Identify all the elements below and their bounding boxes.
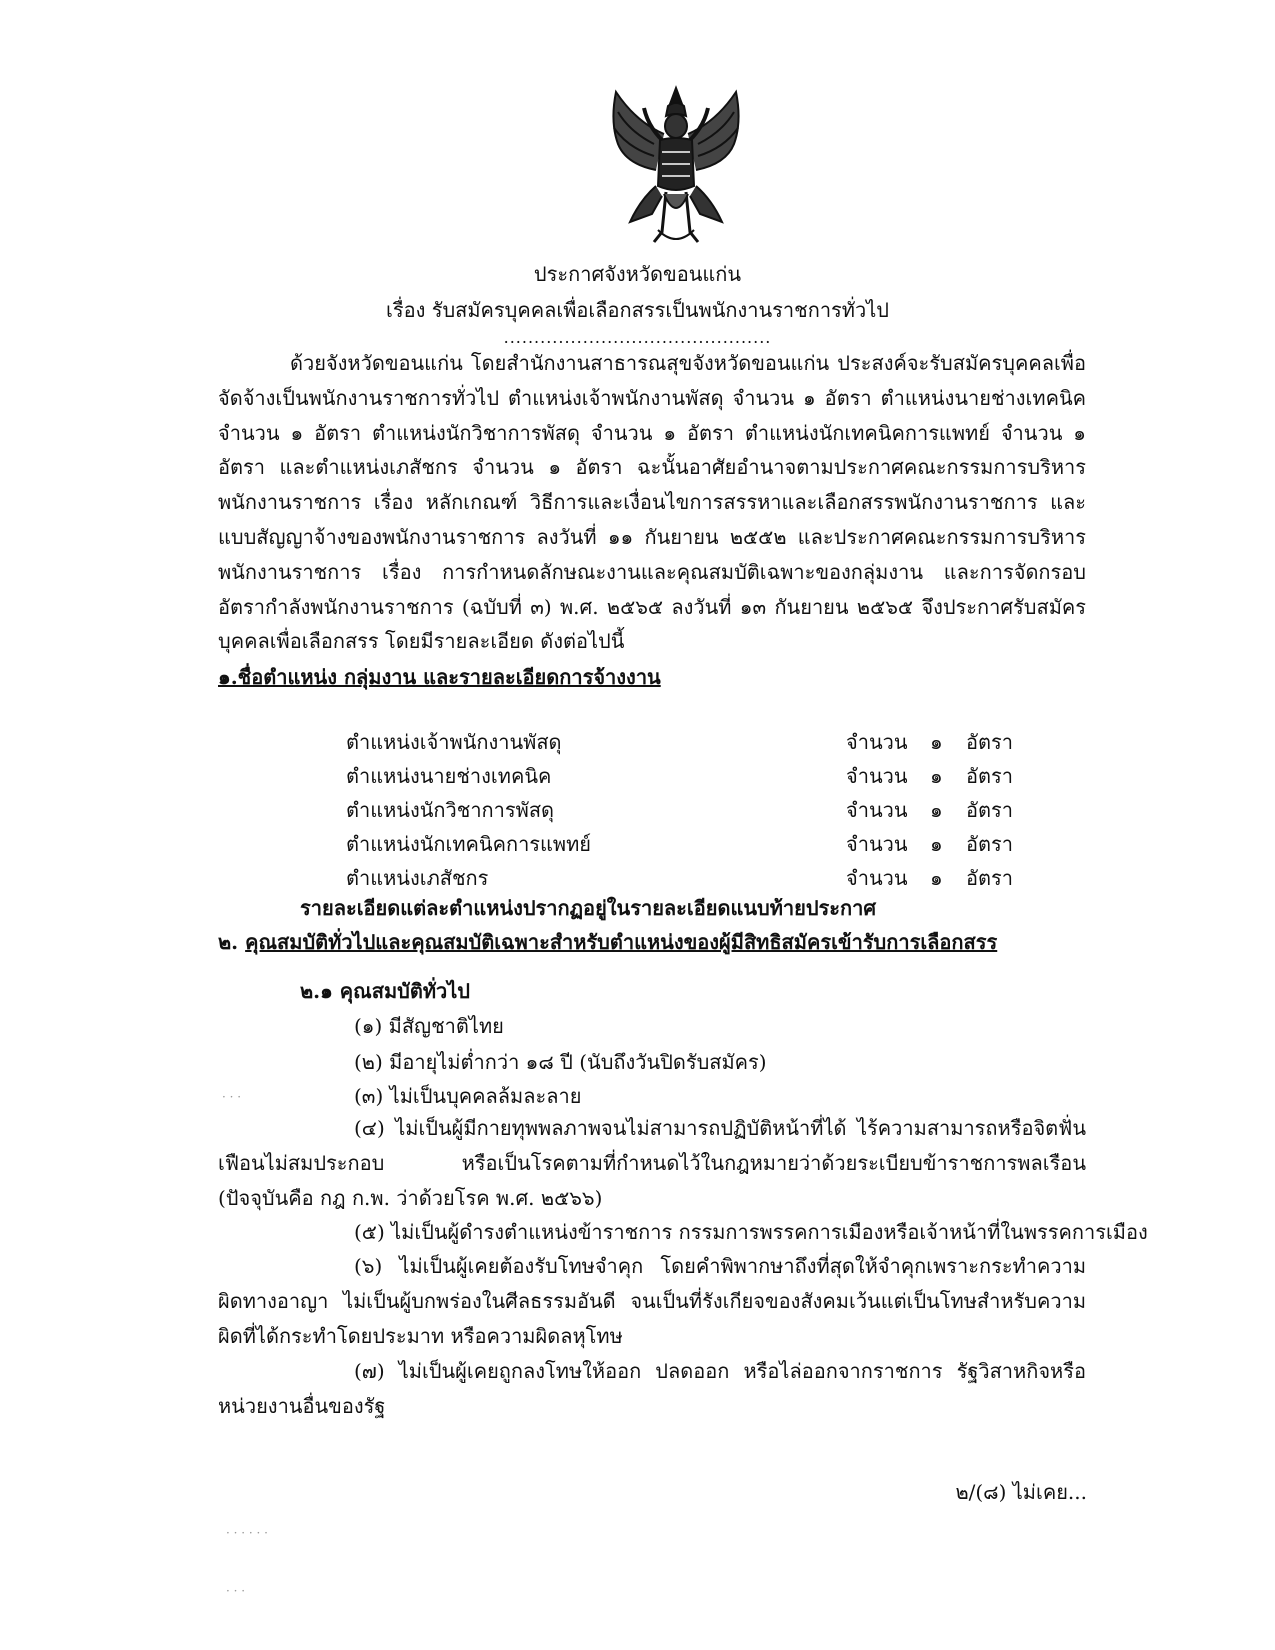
qualification-item: (๖) ไม่เป็นผู้เคยต้องรับโทษจำคุก โดยคำพิพากษาถึงที่สุดให้จำคุกเพราะกระทำความผิดทางอาญา ไม่เป็นผู้บกพร่องในศีลธรรมอันดี จนเป็นที่รังเกียจของสังคมเว้นแต่เป็นโทษสำหรับความผิดที่ได้กระทำโดยประมาท หรือความผิดลหุโทษ	[218, 1254, 1086, 1348]
separator-dots: ............................................	[503, 328, 772, 347]
subsection-heading: ๒.๑ คุณสมบัติทั่วไป	[300, 979, 470, 1003]
count-value: ๑	[930, 798, 943, 822]
count-unit: อัตรา	[966, 832, 1013, 856]
section2-heading: คุณสมบัติทั่วไปและคุณสมบัติเฉพาะสำหรับตำแหน่งของผู้มีสิทธิสมัครเข้ารับการเลือกสรร	[245, 930, 998, 954]
qualification-item: (๗) ไม่เป็นผู้เคยถูกลงโทษให้ออก ปลดออก หรือไล่ออกจากราชการ รัฐวิสาหกิจหรือหน่วยงานอื่นของรัฐ	[218, 1359, 1086, 1418]
qualification-item: (๕) ไม่เป็นผู้ดำรงตำแหน่งข้าราชการ กรรมการพรรคการเมืองหรือเจ้าหน้าที่ในพรรคการเมือง	[354, 1220, 1148, 1244]
count-value: ๑	[930, 730, 943, 754]
section2-number: ๒.	[218, 930, 239, 954]
section2-heading-row	[218, 926, 997, 958]
position-name: ตำแหน่งเจ้าพนักงานพัสดุ	[346, 730, 562, 754]
scan-speck: · · · · · ·	[226, 1526, 268, 1540]
list-item	[346, 794, 1013, 828]
list-item	[346, 760, 1013, 794]
scan-speck: · · ·	[226, 1584, 246, 1598]
qualification-item: (๔) ไม่เป็นผู้มีกายทุพพลภาพจนไม่สามารถปฏิบัติหน้าที่ได้ ไร้ความสามารถหรือจิตฟั่นเฟือนไม่สมประกอบ หรือเป็นโรคตามที่กำหนดไว้ในกฎหมายว่าด้วยระเบียบข้าราชการพลเรือน (ปัจจุบันคือ กฎ ก.พ. ว่าด้วยโรค พ.ศ. ๒๕๖๖)	[218, 1116, 1086, 1210]
position-name: ตำแหน่งนักวิชาการพัสดุ	[346, 798, 555, 822]
intro-paragraph: ด้วยจังหวัดขอนแก่น โดยสำนักงานสาธารณสุขจังหวัดขอนแก่น ประสงค์จะรับสมัครบุคคลเพื่อจัดจ้างเป็นพนักงานราชการทั่วไป ตำแหน่งเจ้าพนักงานพัสดุ จำนวน ๑ อัตรา ตำแหน่งนายช่างเทคนิค จำนวน ๑ อัตรา ตำแหน่งนักวิชาการพัสดุ จำนวน ๑ อัตรา ตำแหน่งนักเทคนิคการแพทย์ จำนวน ๑ อัตรา และตำแหน่งเภสัชกร จำนวน ๑ อัตรา ฉะนั้นอาศัยอำนาจตามประกาศคณะกรรมการบริหารพนักงานราชการ เรื่อง หลักเกณฑ์ วิธีการและเงื่อนไขการสรรหาและเลือกสรรพนักงานราชการ และแบบสัญญาจ้างของพนักงานราชการ ลงวันที่ ๑๑ กันยายน ๒๕๕๒ และประกาศคณะกรรมการบริหารพนักงานราชการ เรื่อง การกำหนดลักษณะงานและคุณสมบัติเฉพาะของกลุ่มงาน และการจัดกรอบอัตรากำลังพนักงานราชการ (ฉบับที่ ๓) พ.ศ. ๒๕๖๕ ลงวันที่ ๑๓ กันยายน ๒๕๖๕ จึงประกาศรับสมัครบุคคลเพื่อเลือกสรร โดยมีรายละเอียด ดังต่อไปนี้	[218, 351, 1086, 654]
count-unit: อัตรา	[966, 764, 1013, 788]
position-name: ตำแหน่งเภสัชกร	[346, 866, 489, 890]
announcement-subject: เรื่อง รับสมัครบุคคลเพื่อเลือกสรรเป็นพนักงานราชการทั่วไป	[386, 298, 889, 322]
count-value: ๑	[930, 866, 943, 890]
continuation-note: ๒/(๘) ไม่เคย...	[955, 1480, 1087, 1504]
announcement-title: ประกาศจังหวัดขอนแก่น	[533, 262, 742, 286]
qualification-item: (๓) ไม่เป็นบุคคลล้มละลาย	[354, 1084, 582, 1108]
garuda-emblem-icon	[596, 82, 756, 250]
scan-speck: · · ·	[222, 1090, 242, 1104]
qualification-item: (๑) มีสัญชาติไทย	[354, 1014, 504, 1038]
position-list	[346, 726, 1013, 896]
count-label: จำนวน	[846, 798, 908, 822]
count-unit: อัตรา	[966, 798, 1013, 822]
count-label: จำนวน	[846, 832, 908, 856]
list-item	[346, 828, 1013, 862]
count-unit: อัตรา	[966, 730, 1013, 754]
position-name: ตำแหน่งนักเทคนิคการแพทย์	[346, 832, 592, 856]
position-detail-note: รายละเอียดแต่ละตำแหน่งปรากฏอยู่ในรายละเอียดแนบท้ายประกาศ	[300, 896, 877, 920]
count-label: จำนวน	[846, 730, 908, 754]
position-name: ตำแหน่งนายช่างเทคนิค	[346, 764, 552, 788]
count-value: ๑	[930, 764, 943, 788]
list-item	[346, 726, 1013, 760]
section1-heading: ๑.ชื่อตำแหน่ง กลุ่มงาน และรายละเอียดการจ้างงาน	[218, 665, 661, 689]
count-label: จำนวน	[846, 866, 908, 890]
list-item	[346, 862, 1013, 896]
count-value: ๑	[930, 832, 943, 856]
count-unit: อัตรา	[966, 866, 1013, 890]
count-label: จำนวน	[846, 764, 908, 788]
qualification-item: (๒) มีอายุไม่ต่ำกว่า ๑๘ ปี (นับถึงวันปิดรับสมัคร)	[354, 1050, 767, 1074]
